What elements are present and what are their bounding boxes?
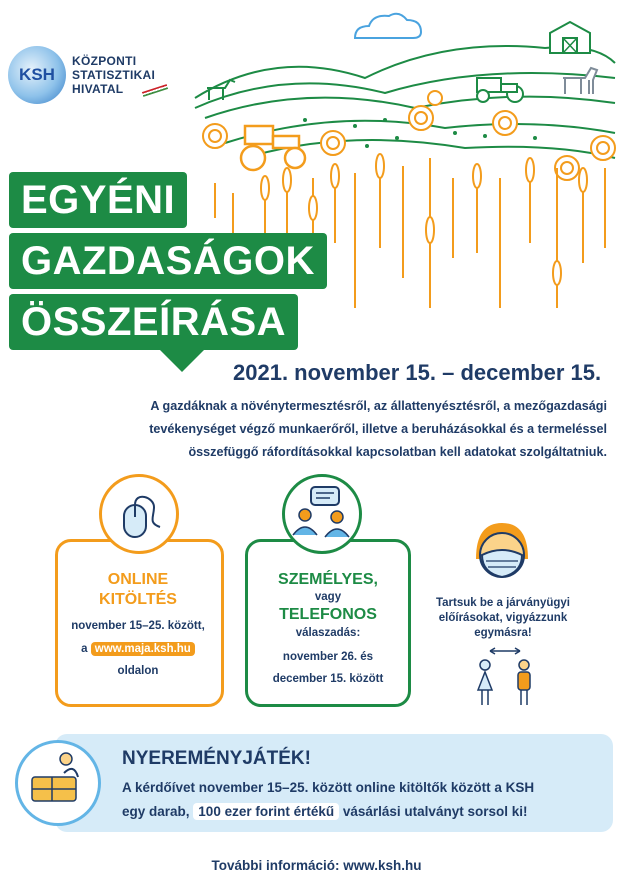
title-line-2: GAZDASÁGOK (9, 233, 327, 289)
voucher-icon (15, 740, 101, 826)
personal-period-1: november 26. és (282, 651, 374, 663)
logo-line-2: STATISZTIKAI (72, 68, 156, 82)
advice-line-2: előírásokat, vigyázzunk (438, 612, 568, 624)
footer-info[interactable]: További információ: www.ksh.hu (211, 858, 422, 873)
personal-or: vagy (314, 591, 342, 603)
mouse-icon (99, 474, 179, 554)
survey-date-range: 2021. november 15. – december 15. (233, 360, 602, 385)
intro-text (62, 395, 607, 464)
online-suffix: oldalon (117, 665, 159, 677)
speech-pointer (160, 350, 204, 372)
health-advice (428, 596, 578, 641)
maja-link[interactable]: www.maja.ksh.hu (91, 642, 195, 656)
ksh-logo (8, 46, 178, 106)
personal-answer: válaszadás: (295, 627, 361, 639)
personal-title-1: SZEMÉLYES, (278, 571, 378, 588)
prize-line-1: A kérdőívet november 15–25. között online kitöltők között a KSH (122, 780, 535, 795)
title-line-1: EGYÉNI (9, 172, 187, 228)
title-line-3: ÖSSZEÍRÁSA (9, 294, 298, 350)
online-prefix: a (81, 643, 88, 655)
prize-line-2-pre: egy darab, (122, 804, 190, 819)
personal-period-2: december 15. között (272, 673, 384, 685)
logo-line-3: HIVATAL (72, 82, 124, 96)
online-card-content (58, 570, 218, 681)
interview-icon (282, 474, 362, 554)
tractor-icon (241, 126, 305, 170)
logo-line-1: KÖZPONTI (72, 54, 137, 68)
intro-line-1: A gazdáknak a növénytermesztésről, az állattenyésztésről, a mezőgazdasági (150, 399, 607, 413)
intro-line-2: tevékenységet végző munkaerőről, illetve a beruházásokkal és a termeléssel (149, 422, 607, 436)
online-title-2: KITÖLTÉS (99, 591, 177, 608)
prize-line-2-post: vásárlási utalványt sorsol ki! (342, 804, 528, 819)
advice-line-1: Tartsuk be a járványügyi (435, 597, 570, 609)
online-period: november 15–25. között, (71, 620, 205, 632)
prize-title: NYEREMÉNYJÁTÉK! (122, 748, 311, 769)
hungarian-flag-icon (142, 84, 168, 97)
prize-line-2 (122, 800, 592, 824)
prize-text (122, 776, 592, 824)
mask-person-icon (470, 515, 534, 587)
personal-card-content (245, 570, 411, 689)
online-title-1: ONLINE (107, 571, 169, 588)
online-url-line (58, 639, 218, 659)
cloud-icon (355, 14, 421, 38)
horse-icon (563, 68, 597, 94)
personal-title-2: TELEFONOS (279, 606, 377, 623)
ksh-logo-letters: KSH (19, 65, 55, 84)
social-distance-icon (470, 645, 540, 710)
tractor-icon (477, 78, 523, 102)
advice-line-3: egymásra! (474, 627, 532, 639)
prize-amount: 100 ezer forint értékű (193, 803, 339, 820)
intro-line-3: összefüggő ráfordításokkal kapcsolatban kell adatokat szolgáltatniuk. (188, 445, 607, 459)
barn-icon (550, 22, 590, 53)
